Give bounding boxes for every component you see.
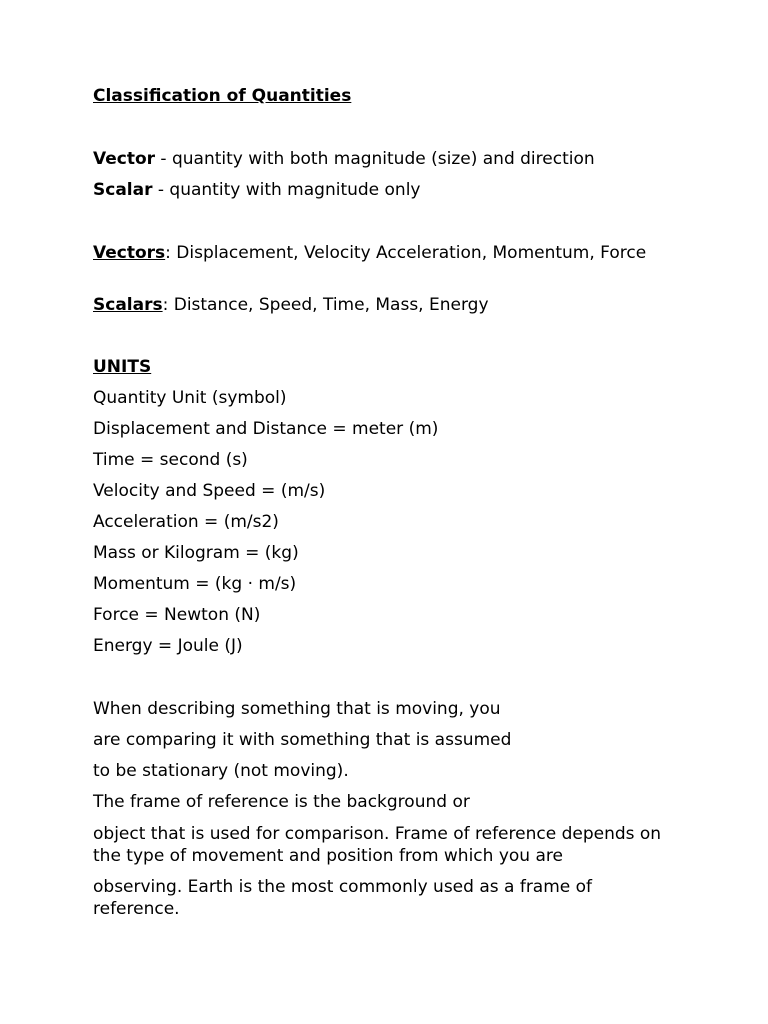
- vector-definition: [93, 149, 595, 170]
- vectors-list: [93, 242, 683, 264]
- vectors-text: : Displacement, Velocity Acceleration, Momentum, Force: [165, 243, 647, 263]
- units-line: Time = second (s): [93, 450, 248, 470]
- vectors-term: Vectors: [93, 243, 166, 263]
- units-line: Force = Newton (N): [93, 605, 261, 625]
- units-line: Velocity and Speed = (m/s): [93, 481, 326, 501]
- vector-term: Vector: [93, 149, 156, 169]
- units-heading: UNITS: [93, 357, 152, 377]
- units-line: Momentum = (kg · m/s): [93, 574, 297, 594]
- document-title: Classification of Quantities: [93, 86, 352, 106]
- units-line: Quantity Unit (symbol): [93, 388, 287, 408]
- scalar-term: Scalar: [93, 180, 153, 200]
- scalars-list: [93, 295, 489, 316]
- frame-paragraph-line: When describing something that is moving, you: [93, 699, 501, 719]
- units-line: Energy = Joule (J): [93, 636, 243, 656]
- units-line: Mass or Kilogram = (kg): [93, 543, 299, 563]
- units-line: Displacement and Distance = meter (m): [93, 419, 439, 439]
- units-line: Acceleration = (m/s2): [93, 512, 279, 532]
- scalars-text: : Distance, Speed, Time, Mass, Energy: [162, 295, 489, 315]
- frame-paragraph-line: are comparing it with something that is assumed: [93, 730, 512, 750]
- frame-paragraph-line: observing. Earth is the most commonly used as a frame of reference.: [93, 877, 593, 919]
- frame-paragraph-line: The frame of reference is the background or: [93, 792, 470, 812]
- scalar-definition: [93, 180, 421, 201]
- scalars-term: Scalars: [93, 295, 163, 315]
- frame-paragraph-line: object that is used for comparison. Frame of reference depends on the type of movement and position from which you are: [93, 824, 662, 866]
- frame-paragraph-line: to be stationary (not moving).: [93, 761, 349, 781]
- vector-text: - quantity with both magnitude (size) and direction: [155, 149, 595, 169]
- scalar-text: - quantity with magnitude only: [152, 180, 421, 200]
